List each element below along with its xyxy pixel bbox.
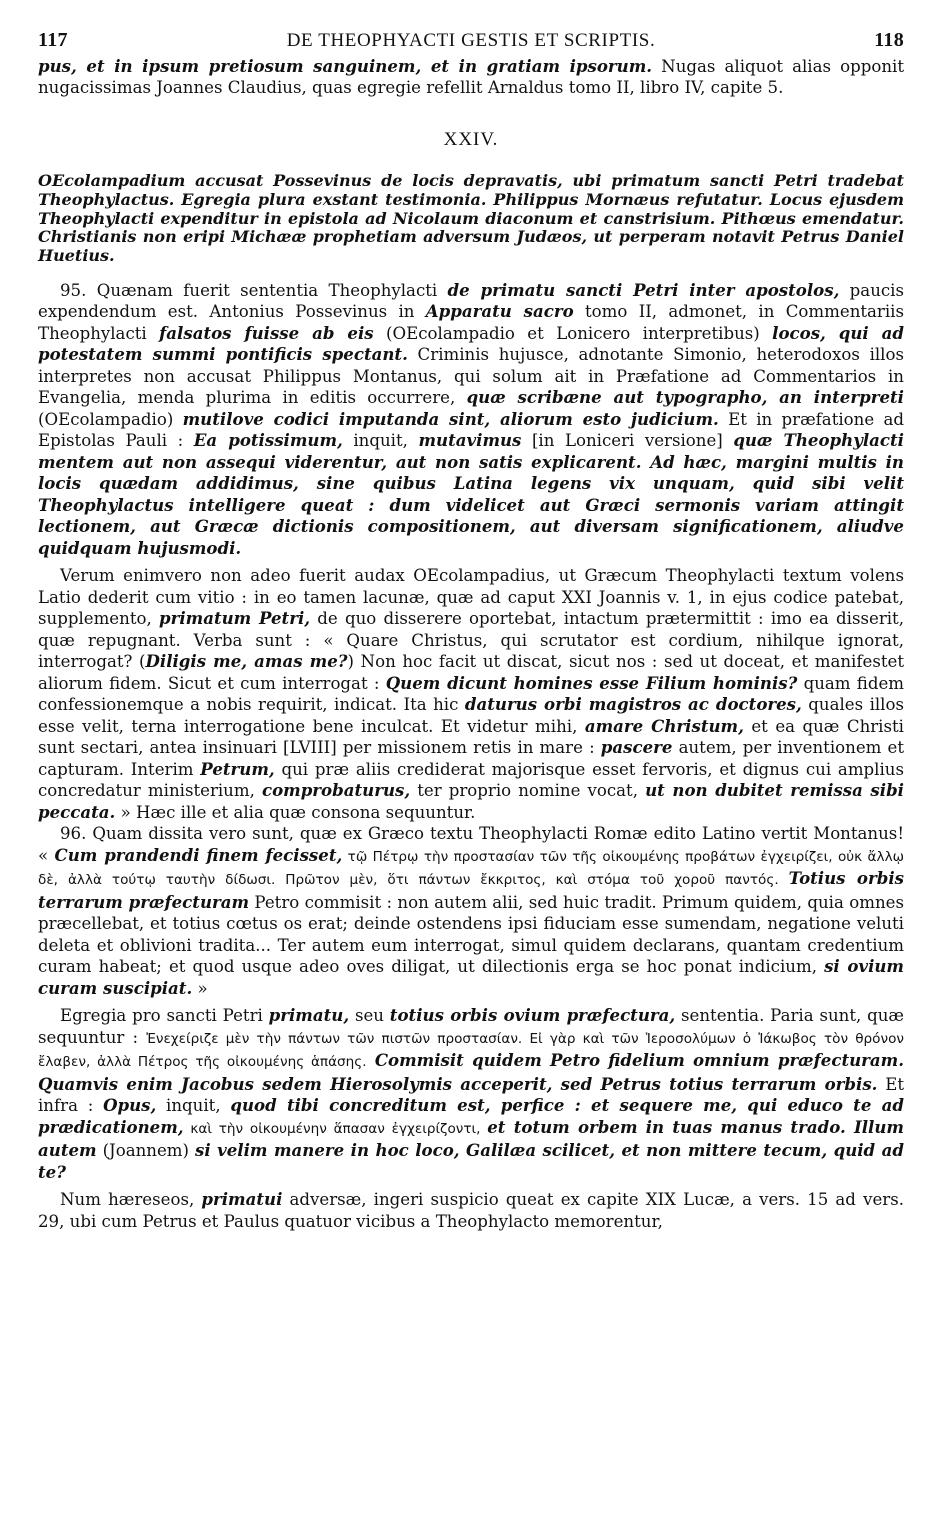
section-summary: OEcolampadium accusat Possevinus de locis depravatis, ubi primatum sancti Petri tradebat Theophylactus. Egregia plura exstant testimonia. Philippus Mornæus refutatur. Locus ejusdem Theophylacti expenditur in epistola ad Nicolaum diaconum et canstrisium. Pithœus emendatur. Christianis non eripi Michææ prophetiam adversum Judæos, ut perperam notavit Petrus Daniel Huetius. — [38, 171, 904, 266]
text-run: Quam dissita vero sunt, quæ ex Græco textu Theophylacti Romæ edito Latino vertit Montanus! « — [38, 824, 904, 865]
italic-run: Diligis me, amas me? — [145, 651, 348, 672]
italic-run: Opus, — [103, 1095, 157, 1116]
running-head — [38, 30, 904, 52]
italic-run: quod tibi concreditum est, perfice : et sequere me, qui educo te ad prædicationem, — [38, 1095, 905, 1137]
text-run: [in Loniceri versione] — [521, 431, 734, 451]
italic-run: primatui — [201, 1189, 283, 1210]
text-run: inquit, — [342, 431, 419, 451]
section-number: XXIV. — [443, 128, 499, 150]
italic-run: totius orbis ovium præfectura, — [389, 1005, 676, 1026]
text-run: Et infra : — [38, 1074, 904, 1116]
intro-italic: pus, et in ipsum pretiosum sanguinem, et in gratiam ipsorum. — [38, 55, 653, 76]
paragraph-number: 96. — [60, 824, 93, 844]
text-run: seu — [349, 1006, 390, 1026]
text-run: sententia. Paria sunt, quæ sequuntur : — [38, 1006, 904, 1047]
italic-run: primatum Petri, — [158, 608, 311, 629]
italic-run: falsatos fuisse ab eis — [159, 322, 374, 343]
paragraph-number: 95. — [60, 280, 97, 300]
italic-run: quæ scribæne aut typographo, an interpreti — [466, 387, 904, 408]
italic-run: amare Christum, — [584, 715, 744, 736]
italic-run: comprobaturus, — [261, 780, 411, 801]
text-run: Quænam fuerit sententia Theophylacti — [96, 280, 448, 300]
text-run: ter proprio nomine vocat, — [410, 781, 646, 801]
intro-paragraph — [38, 56, 904, 99]
text-run: » Hæc ille et alia quæ consona sequuntur. — [115, 802, 476, 822]
italic-run: quæ Theophylacti mentem aut non assequi viderentur, aut non satis explicarent. Ad hæc, margini multis in locis quædam addidimus, sine quibus Latina legens vix unquam, quid sibi velit Theophylactus intelligere queat : dum videlicet aut Græci sermonis variam attingit lectionem, aut Græcæ dictionis compositionem, aut diversam significationem, aliudve quidquam hujusmodi. — [38, 430, 904, 558]
italic-run: Petrum, — [200, 758, 275, 779]
text-run: quam fidem confessionemque a nobis requirit, indicat. Ita hic — [38, 673, 905, 715]
text-run: et ea quæ Christi sunt sectari, antea insinuari [LVIII] per missionem retis in mare : — [38, 716, 904, 758]
intro-text: Nugas aliquot alias opponit nugacissimas Joannes Claudius, quas egregie refellit Arnaldus tomo II, libro IV, capite 5. — [38, 56, 904, 97]
text-run: quales illos esse velit, terna interrogatione bene inculcat. Et videtur mihi, — [38, 695, 904, 736]
body-text — [38, 56, 904, 1233]
italic-run: de primatu sancti Petri inter apostolos, — [447, 279, 840, 300]
greek-run: τῷ Πέτρῳ τὴν προστασίαν τῶν τῆς οἰκουμένης προβάτων ἐγχειρίζει, οὐκ ἄλλῳ δὲ, ἀλλὰ τούτῳ ταυτὴν δίδωσι. Πρῶτον μὲν, ὅτι πάντων ἔκκριτος, καὶ στόμα τοῦ χοροῦ παντός. — [38, 848, 904, 889]
text-run: tomo II, admonet, in Commentariis Theophylacti — [38, 302, 904, 343]
italic-run: Quem dicunt homines esse Filium hominis? — [385, 672, 798, 693]
text-run: de quo disserere oportebat, intactum prætermittit : imo ea disserit, quæ repugnant. Verba sunt : « Quare Christus, qui scrutator est cordium, nihilque ignorat, interrogat? ( — [38, 609, 904, 672]
text-run: » — [192, 978, 208, 998]
italic-run: Apparatu sacro — [425, 301, 574, 322]
italic-run: mutavimus — [418, 430, 522, 451]
text-run: Et in præfatione ad Epistolas Pauli : — [38, 409, 904, 451]
italic-run: Totius orbis terrarum præfecturam — [38, 868, 904, 912]
greek-run: Ἐνεχείριζε μὲν τὴν πάντων τῶν πιστῶν προστασίαν. Εἰ γὰρ καὶ τῶν Ἱεροσολύμων ὁ Ἰάκωβος τὸν θρόνον ἔλαβεν, ἀλλὰ Πέτρος τῆς οἰκουμένης ἁπάσης. — [38, 1030, 904, 1071]
italic-run: si ovium curam suscipiat. — [38, 956, 904, 998]
italic-run: ut non dubitet remissa sibi peccata. — [38, 780, 904, 822]
italic-run: si velim manere in hoc loco, Galilæa scilicet, et non mittere tecum, quid ad te? — [38, 1140, 904, 1182]
italic-run: pascere — [600, 737, 673, 758]
text-run: Egregia pro sancti Petri — [60, 1006, 269, 1026]
text-run: (OEcolampadio et Lonicero interpretibus) — [373, 323, 773, 343]
italic-run: et totum orbem in tuas manus trado. Illum autem — [38, 1116, 904, 1161]
italic-run: mutilove codici imputanda sint, aliorum esto judicium. — [182, 408, 719, 429]
text-run: autem, per inventionem et capturam. Interim — [38, 738, 905, 779]
left-page-number: 117 — [38, 29, 68, 51]
text-run: ) Non hoc facit ut discat, sicut nos : sed ut doceat, et manifestet aliorum fidem. Sicut et cum interrogat : — [38, 652, 904, 693]
paragraph-verum — [38, 565, 904, 823]
italic-run: Commisit quidem Petro fidelium omnium præfecturam. Quamvis enim Jacobus sedem Hierosolymis acceperit, sed Petrus totius terrarum orbis. — [38, 1050, 905, 1094]
paragraph-egregia — [38, 1005, 904, 1183]
text-run: adversæ, ingeri suspicio queat ex capite XIX Lucæ, a vers. 15 ad vers. 29, ubi cum Petrus et Paulus quatuor vicibus a Theophylacto memorentur, — [38, 1190, 904, 1231]
right-page-number: 118 — [874, 29, 904, 51]
greek-run: καὶ τὴν οἰκουμένην ἅπασαν ἐγχειρίζοντι, — [183, 1120, 488, 1137]
paragraph-num — [38, 1189, 904, 1232]
italic-run: Ea potissimum, — [193, 430, 343, 451]
paragraph-96 — [38, 823, 904, 999]
text-run: Num hæreseos, — [60, 1190, 202, 1210]
italic-run: locos, qui ad potestatem summi pontificis spectant. — [38, 322, 905, 365]
italic-run: primatu, — [268, 1005, 350, 1026]
text-run: (OEcolampadio) — [38, 409, 183, 429]
text-run: Verum enimvero non adeo fuerit audax OEcolampadius, ut Græcum Theophylacti textum volens Latio dederit cum vitio : in eo tamen lacunæ, quæ ad caput XXI Joannis v. 1, in ejus codice patebat, supplemento, — [38, 566, 904, 629]
text-run: inquit, — [156, 1096, 231, 1116]
text-run: Criminis hujusce, adnotante Simonio, heterodoxos illos interpretes non accusat Philippus Montanus, qui solum ait in Præfatione ad Commentarios in Evangelia, menda plurima in editis occurrere, — [38, 345, 904, 408]
text-run: (Joannem) — [96, 1141, 195, 1161]
text-run: qui præ aliis crediderat majorisque esset fervoris, et dignus cui amplius concredatur ministerium, — [38, 759, 904, 801]
text-run: Petro commisit : non autem alii, sed huic tradit. Primum quidem, quia omnes præcellebat, et totius cœtus os erat; deinde ostendens ipsi fiduciam esse sumendam, negatione veluti deleta et oblivioni tradita... Ter autem eum interrogat, simul quidem declarans, quantam credentium curam habeat; et quod usque adeo oves diligat, ut dilectionis erga se hoc ponat indicium, — [38, 892, 904, 977]
text-run: paucis expendendum est. Antonius Possevinus in — [38, 280, 904, 322]
italic-run: Cum prandendi finem fecisset, — [54, 844, 343, 865]
paragraph-95 — [38, 280, 904, 560]
italic-run: daturus orbi magistros ac doctores, — [464, 694, 802, 715]
running-title: DE THEOPHYACTI GESTIS ET SCRIPTIS. — [286, 30, 656, 51]
